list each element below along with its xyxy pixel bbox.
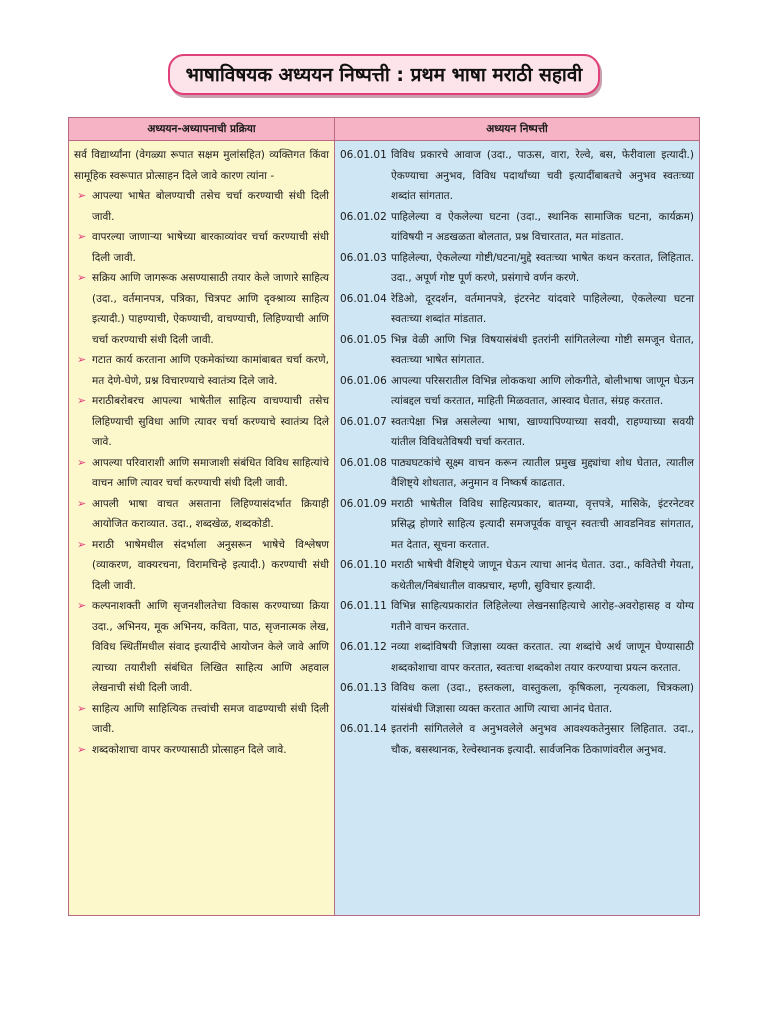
outcome-text: पाहिलेल्या व ऐकलेल्या घटना (उदा., स्थानिक सामाजिक घटना, कार्यक्रम) यांविषयी न अडखळता बोलतात, प्रश्न विचारतात, मत मांडतात. (391, 210, 694, 243)
process-item-text: मराठीबरोबरच आपल्या भाषेतील साहित्य वाचण्याची तसेच लिहिण्याची सुविधा आणि त्यावर चर्चा करण्याचे स्वातंत्र्य दिले जावे. (92, 395, 329, 448)
outcome-code: 06.01.07 (340, 415, 387, 428)
outcome-code: 06.01.13 (340, 682, 387, 694)
arrowhead-bullet-icon: ➢ (77, 230, 87, 243)
arrowhead-bullet-icon: ➢ (77, 599, 87, 612)
arrowhead-bullet-icon: ➢ (77, 189, 87, 202)
page-title: भाषाविषयक अध्ययन निष्पत्ती : प्रथम भाषा मराठी सहावी (168, 54, 601, 95)
process-item-text: आपल्या परिवाराशी आणि समाजाशी संबंधित विविध साहित्यांचे वाचन आणि त्यावर चर्चा करण्याची संधी दिली जावी. (92, 456, 329, 489)
outcome-text: पाहिलेल्या, ऐकलेल्या गोष्टी/घटना/मुद्दे स्वतःच्या भाषेत कथन करतात, लिहितात. उदा., अपूर्ण गोष्ट पूर्ण करणे, प्रसंगाचे वर्णन करणे. (391, 251, 694, 284)
process-item (74, 494, 329, 535)
outcome-text: विभिन्न साहित्यप्रकारांत लिहिलेल्या लेखनसाहित्याचे आरोह-अवरोहासह व योग्य गतीने वाचन करतात. (391, 600, 694, 633)
outcome-code: 06.01.11 (340, 600, 387, 612)
outcomes-column (335, 141, 700, 916)
arrowhead-bullet-icon: ➢ (77, 394, 87, 407)
arrowhead-bullet-icon: ➢ (77, 537, 87, 551)
header-process: अध्ययन-अध्यापनाची प्रक्रिया (69, 118, 335, 141)
outcome-text: विविध कला (उदा., हस्तकला, वास्तुकला, कृषिकला, नृत्यकला, चित्रकला) यांसंबंधी जिज्ञासा व्यक्त करतात आणि त्याचा आनंद घेतात. (391, 682, 694, 715)
process-item-text: गटात कार्य करताना आणि एकमेकांच्या कामांबाबत चर्चा करणे, मत देणे-घेणे, प्रश्न विचारण्याचे स्वातंत्र्य दिले जावे. (92, 354, 329, 387)
outcomes-table (68, 117, 700, 916)
process-item-text: आपल्या भाषेत बोलण्याची तसेच चर्चा करण्याची संधी दिली जावी. (92, 190, 329, 223)
outcome-item (340, 248, 694, 289)
process-item-text: सक्रिय आणि जागरूक असण्यासाठी तयार केले जाणारे साहित्य (उदा., वर्तमानपत्र, पत्रिका, चित्रपट आणि दृक्श्राव्य साहित्य इत्यादी.) पाहण्याची, ऐकण्याची, वाचण्याची, लिहिण्याची आणि चर्चा करण्याची संधी दिली जावी. (92, 272, 329, 346)
outcome-item (340, 453, 694, 494)
outcome-item (340, 555, 694, 596)
arrowhead-bullet-icon: ➢ (77, 496, 87, 510)
outcome-item (340, 145, 694, 207)
outcome-item (340, 207, 694, 248)
arrowhead-bullet-icon: ➢ (77, 742, 87, 756)
process-item (74, 227, 329, 268)
table-header-row (69, 118, 700, 141)
outcome-item (340, 678, 694, 719)
table-body-row (69, 141, 700, 916)
process-item (74, 535, 329, 597)
title-container (0, 54, 768, 95)
process-item (74, 740, 329, 761)
outcome-code: 06.01.01 (340, 149, 387, 161)
outcome-code: 06.01.02 (340, 210, 387, 223)
process-list (74, 186, 329, 760)
outcome-code: 06.01.14 (340, 723, 387, 735)
outcome-item (340, 412, 694, 453)
arrowhead-bullet-icon: ➢ (77, 271, 87, 284)
outcome-code: 06.01.05 (340, 333, 387, 346)
outcome-text: नव्या शब्दांविषयी जिज्ञासा व्यक्त करतात. त्या शब्दांचे अर्थ जाणून घेण्यासाठी शब्दकोशाचा वापर करतात, स्वतःचा शब्दकोश तयार करण्याचा प्रयत्न करतात. (391, 641, 694, 674)
outcome-code: 06.01.03 (340, 251, 387, 264)
process-item (74, 268, 329, 350)
arrowhead-bullet-icon: ➢ (77, 455, 87, 469)
process-column (69, 141, 335, 916)
outcome-item (340, 494, 694, 556)
process-intro: सर्व विद्यार्थ्यांना (वेगळ्या रूपात सक्षम मुलांसहित) व्यक्तिगत किंवा सामूहिक स्वरूपात प्रोत्साहन दिले जावे कारण त्यांना - (74, 149, 329, 182)
outcome-item (340, 596, 694, 637)
outcome-code: 06.01.06 (340, 374, 387, 387)
header-outcomes: अध्ययन निष्पत्ती (335, 118, 700, 141)
process-item-text: कल्पनाशक्ती आणि सृजनशीलतेचा विकास करण्याच्या क्रिया उदा., अभिनय, मूक अभिनय, कविता, पाठ, सृजनात्मक लेख, विविध स्थितींमधील संवाद इत्यादींचे आयोजन केले जावे आणि त्याच्या तयारीशी संबंधित लिखित साहित्य आणि अहवाल लेखनाची संधी दिली जावी. (92, 600, 329, 694)
outcome-text: आपल्या परिसरातील विभिन्न लोककथा आणि लोकगीते, बोलीभाषा जाणून घेऊन त्यांबद्दल चर्चा करतात, माहिती मिळवतात, आस्वाद घेतात, संग्रह करतात. (391, 374, 694, 407)
process-item-text: साहित्य आणि साहित्यिक तत्त्वांची समज वाढण्याची संधी दिली जावी. (92, 702, 329, 735)
outcome-list (340, 145, 694, 760)
arrowhead-bullet-icon: ➢ (77, 701, 87, 715)
process-item (74, 350, 329, 391)
outcome-code: 06.01.09 (340, 497, 387, 510)
process-item (74, 699, 329, 740)
process-item (74, 186, 329, 227)
outcome-code: 06.01.12 (340, 641, 387, 653)
process-item-text: वापरल्या जाणाऱ्या भाषेच्या बारकाव्यांवर चर्चा करण्याची संधी दिली जावी. (92, 231, 329, 264)
outcome-code: 06.01.10 (340, 559, 387, 571)
outcome-item (340, 719, 694, 760)
arrowhead-bullet-icon: ➢ (77, 353, 87, 366)
outcome-text: रेडिओ, दूरदर्शन, वर्तमानपत्रे, इंटरनेट यांदवारे पाहिलेल्या, ऐकलेल्या घटना स्वतःच्या शब्दांत मांडतात. (391, 292, 694, 325)
outcome-text: मराठी भाषेतील विविध साहित्यप्रकार, बातम्या, वृत्तपत्रे, मासिके, इंटरनेटवर प्रसिद्ध होणारे साहित्य इत्यादी समजपूर्वक वाचून स्वतःची आवडनिवड सांगतात, मत देतात, सूचना करतात. (391, 497, 694, 551)
process-item-text: आपली भाषा वाचत असताना लिहिण्यासंदर्भात क्रियाही आयोजित कराव्यात. उदा., शब्दखेळ, शब्दकोडी. (92, 497, 329, 530)
outcome-text: विविध प्रकारचे आवाज (उदा., पाऊस, वारा, रेल्वे, बस, फेरीवाला इत्यादी.) ऐकण्याचा अनुभव, विविध पदार्थांच्या चवी इत्यादींबाबतचे अनुभव स्वतःच्या शब्दांत सांगतात. (391, 149, 694, 202)
outcome-item (340, 371, 694, 412)
outcome-text: इतरांनी सांगितलेले व अनुभवलेले अनुभव आवश्यकतेनुसार लिहितात. उदा., चौक, बसस्थानक, रेल्वेस्थानक इत्यादी. सार्वजनिक ठिकाणांवरील अनुभव. (391, 723, 694, 756)
outcome-item (340, 289, 694, 330)
outcome-text: स्वतःपेक्षा भिन्न असलेल्या भाषा, खाण्यापिण्याच्या सवयी, राहण्याच्या सवयी यांतील विविधतेविषयी चर्चा करतात. (391, 415, 694, 448)
outcome-code: 06.01.04 (340, 292, 387, 305)
outcome-item (340, 637, 694, 678)
outcome-text: भिन्न वेळी आणि भिन्न विषयासंबंधी इतरांनी सांगितलेल्या गोष्टी समजून घेतात, स्वतःच्या भाषेत सांगतात. (391, 333, 694, 366)
process-item-text: मराठी भाषेमधील संदर्भाला अनुसरून भाषेचे विश्लेषण (व्याकरण, वाक्यरचना, विरामचिन्हे इत्यादी.) करण्याची संधी दिली जावी. (92, 538, 329, 592)
outcome-item (340, 330, 694, 371)
process-item (74, 391, 329, 453)
process-item (74, 453, 329, 494)
process-item (74, 596, 329, 699)
outcome-code: 06.01.08 (340, 456, 387, 469)
outcome-text: मराठी भाषेची वैशिष्ट्ये जाणून घेऊन त्याचा आनंद घेतात. उदा., कवितेची गेयता, कथेतील/निबंधातील वाक्प्रचार, म्हणी, सुविचार इत्यादी. (391, 559, 694, 592)
outcome-text: पाठ्यघटकांचे सूक्ष्म वाचन करून त्यातील प्रमुख मुद्द्यांचा शोध घेतात, त्यातील वैशिष्ट्ये शोधतात, अनुमान व निष्कर्ष काढतात. (391, 456, 694, 489)
process-item-text: शब्दकोशाचा वापर करण्यासाठी प्रोत्साहन दिले जावे. (92, 743, 287, 756)
